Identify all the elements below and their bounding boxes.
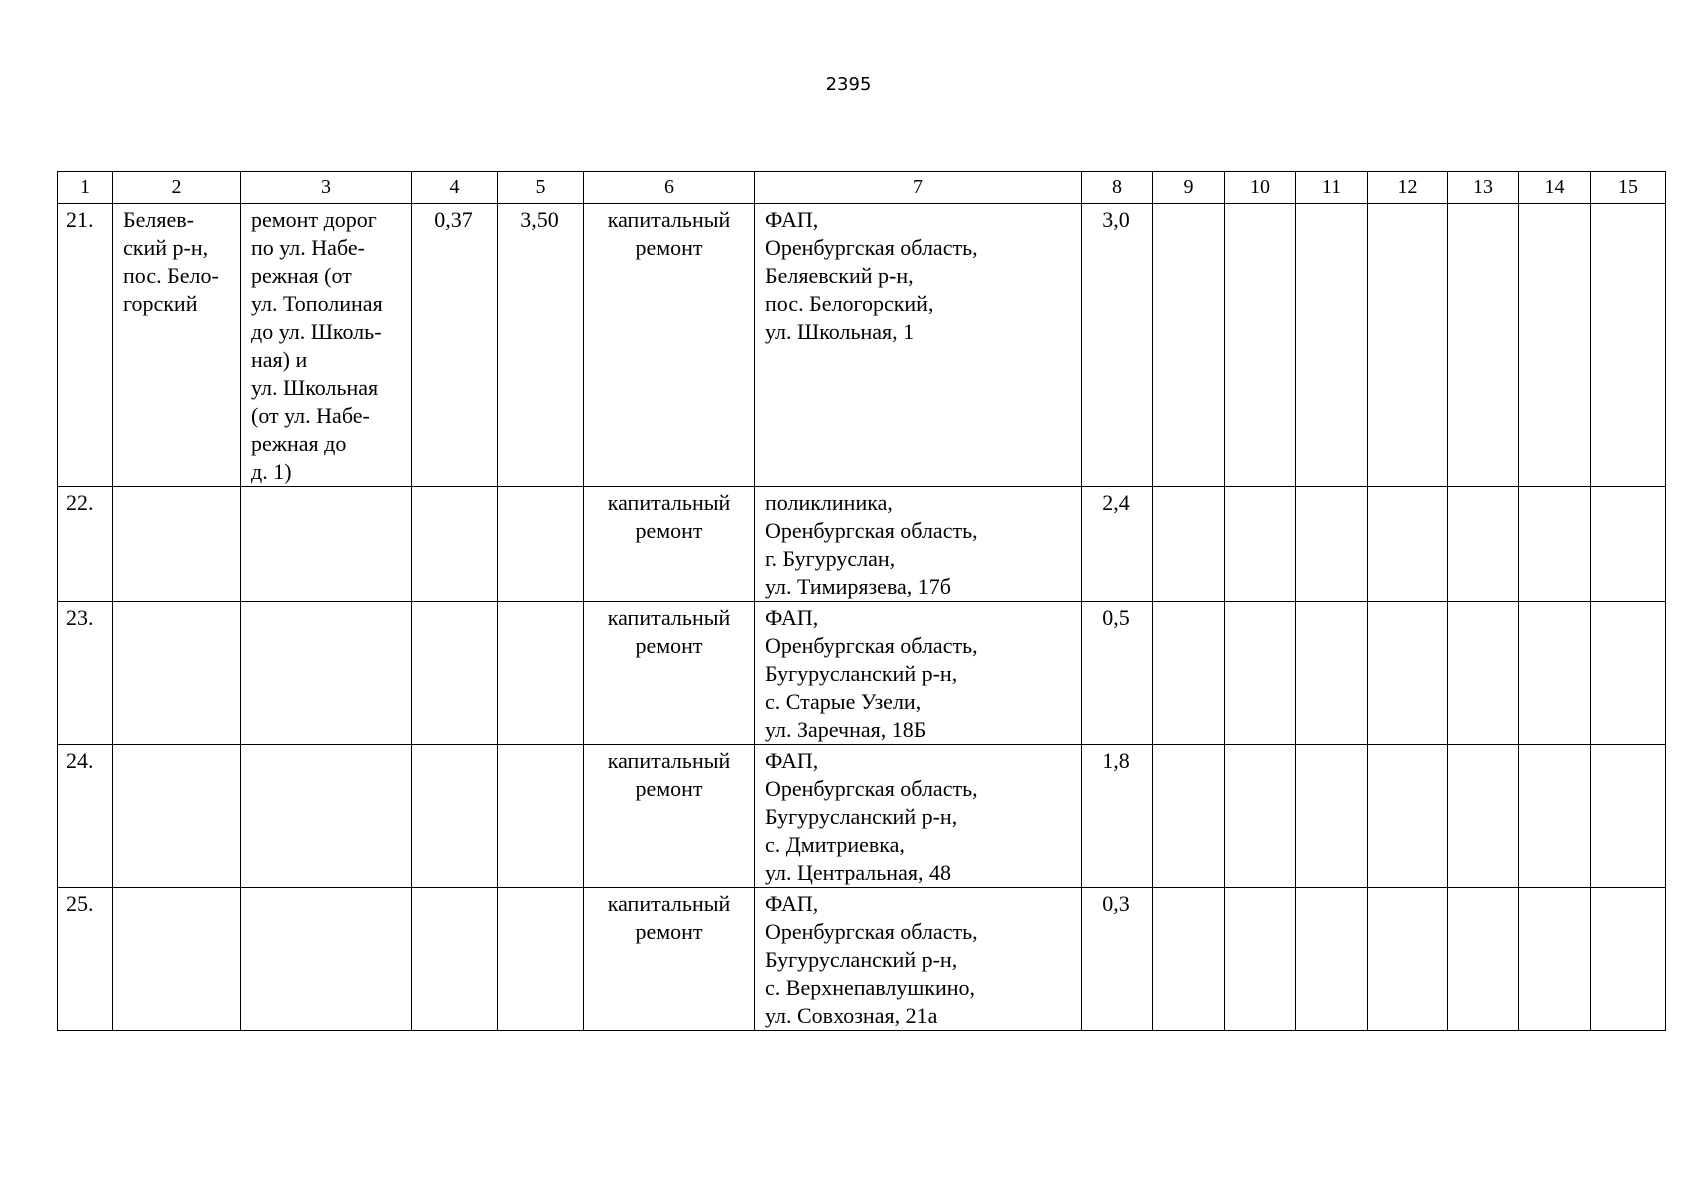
- cell-c10: [1225, 745, 1296, 888]
- cell-line: ул. Тополиная: [251, 291, 383, 316]
- column-header: 13: [1448, 172, 1519, 204]
- cell-c8: 0,3: [1082, 888, 1153, 1031]
- cell-line: Оренбургская область,: [765, 633, 978, 658]
- cell-line: капитальный: [607, 748, 731, 773]
- column-header: 9: [1153, 172, 1225, 204]
- cell-c9: [1153, 888, 1225, 1031]
- cell-c5: [498, 745, 584, 888]
- cell-line: (от ул. Набе-: [251, 403, 370, 428]
- cell-line: Оренбургская область,: [765, 919, 978, 944]
- cell-line: ремонт: [635, 919, 703, 944]
- cell-line: ремонт: [635, 518, 703, 543]
- column-header: 10: [1225, 172, 1296, 204]
- cell-c7: [755, 487, 1082, 602]
- cell-line: Бугурусланский р-н,: [765, 804, 958, 829]
- cell-c10: [1225, 888, 1296, 1031]
- cell-line: ремонт: [635, 235, 703, 260]
- cell-c6: [584, 888, 755, 1031]
- cell-c10: [1225, 602, 1296, 745]
- cell-line: капитальный: [607, 605, 731, 630]
- cell-c14: [1519, 487, 1591, 602]
- cell-c13: [1448, 888, 1519, 1031]
- cell-c2: [113, 745, 241, 888]
- cell-line: ФАП,: [765, 748, 819, 773]
- cell-c4: [412, 487, 498, 602]
- cell-c11: [1296, 888, 1368, 1031]
- column-header: 2: [113, 172, 241, 204]
- cell-c7: [755, 745, 1082, 888]
- cell-c15: [1591, 602, 1666, 745]
- cell-c13: [1448, 745, 1519, 888]
- cell-c11: [1296, 602, 1368, 745]
- table-row: [58, 204, 1666, 487]
- column-header: 1: [58, 172, 113, 204]
- cell-c9: [1153, 602, 1225, 745]
- cell-line: капитальный: [607, 891, 731, 916]
- cell-c8: 1,8: [1082, 745, 1153, 888]
- cell-line: ФАП,: [765, 207, 819, 232]
- cell-line: ФАП,: [765, 605, 819, 630]
- cell-line: ский р-н,: [123, 235, 209, 260]
- cell-line: Бугурусланский р-н,: [765, 947, 958, 972]
- cell-c13: [1448, 487, 1519, 602]
- cell-line: Беляевский р-н,: [765, 263, 914, 288]
- cell-line: ул. Тимирязева, 17б: [765, 574, 952, 599]
- cell-c2: [113, 204, 241, 487]
- cell-line: режная (от: [251, 263, 352, 288]
- cell-c4: [412, 888, 498, 1031]
- cell-c15: [1591, 888, 1666, 1031]
- cell-line: Оренбургская область,: [765, 235, 978, 260]
- cell-line: ул. Заречная, 18Б: [765, 717, 927, 742]
- cell-c3: [241, 745, 412, 888]
- cell-line: пос. Бело-: [123, 263, 219, 288]
- cell-line: с. Верхнепавлушкино,: [765, 975, 976, 1000]
- cell-c14: [1519, 204, 1591, 487]
- cell-c12: [1368, 888, 1448, 1031]
- cell-c5: [498, 487, 584, 602]
- cell-c7: [755, 888, 1082, 1031]
- cell-c11: [1296, 487, 1368, 602]
- cell-c8: 0,5: [1082, 602, 1153, 745]
- cell-c14: [1519, 888, 1591, 1031]
- cell-c10: [1225, 487, 1296, 602]
- column-header: 5: [498, 172, 584, 204]
- data-table: [57, 171, 1666, 1031]
- cell-line: ремонт дорог: [251, 207, 377, 232]
- cell-c11: [1296, 204, 1368, 487]
- cell-c9: [1153, 745, 1225, 888]
- cell-c3: [241, 602, 412, 745]
- cell-c12: [1368, 745, 1448, 888]
- cell-line: по ул. Набе-: [251, 235, 365, 260]
- cell-line: с. Дмитриевка,: [765, 832, 905, 857]
- cell-line: режная до: [251, 431, 347, 456]
- column-header: 3: [241, 172, 412, 204]
- cell-c6: [584, 487, 755, 602]
- cell-c13: [1448, 602, 1519, 745]
- cell-line: ная) и: [251, 347, 308, 372]
- cell-c9: [1153, 487, 1225, 602]
- column-header: 14: [1519, 172, 1591, 204]
- cell-c6: [584, 204, 755, 487]
- cell-c12: [1368, 602, 1448, 745]
- cell-c7: [755, 204, 1082, 487]
- cell-line: ремонт: [635, 633, 703, 658]
- cell-line: горский: [123, 291, 198, 316]
- cell-c5: [498, 602, 584, 745]
- cell-line: ул. Центральная, 48: [765, 860, 951, 885]
- cell-c12: [1368, 487, 1448, 602]
- cell-n: 23.: [58, 602, 113, 745]
- cell-line: д. 1): [251, 459, 292, 484]
- cell-line: ФАП,: [765, 891, 819, 916]
- cell-c4: 0,37: [412, 204, 498, 487]
- cell-c5: 3,50: [498, 204, 584, 487]
- cell-line: с. Старые Узели,: [765, 689, 922, 714]
- cell-c6: [584, 745, 755, 888]
- cell-c12: [1368, 204, 1448, 487]
- column-header: 15: [1591, 172, 1666, 204]
- cell-line: капитальный: [607, 490, 731, 515]
- cell-line: Оренбургская область,: [765, 518, 978, 543]
- cell-line: ул. Школьная: [251, 375, 379, 400]
- cell-c2: [113, 888, 241, 1031]
- cell-c7: [755, 602, 1082, 745]
- cell-c15: [1591, 487, 1666, 602]
- table-header-row: [58, 172, 1666, 204]
- cell-c4: [412, 602, 498, 745]
- table-row: [58, 888, 1666, 1031]
- cell-line: г. Бугуруслан,: [765, 546, 896, 571]
- column-header: 4: [412, 172, 498, 204]
- cell-c9: [1153, 204, 1225, 487]
- cell-c3: [241, 487, 412, 602]
- cell-c14: [1519, 602, 1591, 745]
- cell-c3: [241, 888, 412, 1031]
- cell-c8: 2,4: [1082, 487, 1153, 602]
- cell-c15: [1591, 204, 1666, 487]
- cell-line: Оренбургская область,: [765, 776, 978, 801]
- cell-line: пос. Белогорский,: [765, 291, 934, 316]
- table-row: [58, 602, 1666, 745]
- cell-n: 24.: [58, 745, 113, 888]
- table-row: [58, 487, 1666, 602]
- cell-c4: [412, 745, 498, 888]
- cell-c11: [1296, 745, 1368, 888]
- cell-line: ремонт: [635, 776, 703, 801]
- cell-c13: [1448, 204, 1519, 487]
- cell-line: капитальный: [607, 207, 731, 232]
- column-header: 7: [755, 172, 1082, 204]
- cell-c8: 3,0: [1082, 204, 1153, 487]
- cell-n: 25.: [58, 888, 113, 1031]
- cell-c6: [584, 602, 755, 745]
- cell-line: Бугурусланский р-н,: [765, 661, 958, 686]
- cell-line: Беляев-: [123, 207, 194, 232]
- cell-c10: [1225, 204, 1296, 487]
- cell-line: ул. Школьная, 1: [765, 319, 915, 344]
- column-header: 12: [1368, 172, 1448, 204]
- cell-n: 22.: [58, 487, 113, 602]
- cell-c2: [113, 487, 241, 602]
- cell-n: 21.: [58, 204, 113, 487]
- cell-c2: [113, 602, 241, 745]
- cell-c3: [241, 204, 412, 487]
- table-row: [58, 745, 1666, 888]
- cell-line: до ул. Школь-: [251, 319, 382, 344]
- column-header: 8: [1082, 172, 1153, 204]
- cell-c15: [1591, 745, 1666, 888]
- page-number: 2395: [825, 74, 872, 95]
- cell-line: ул. Совхозная, 21а: [765, 1003, 938, 1028]
- column-header: 11: [1296, 172, 1368, 204]
- cell-c5: [498, 888, 584, 1031]
- column-header: 6: [584, 172, 755, 204]
- cell-c14: [1519, 745, 1591, 888]
- cell-line: поликлиника,: [765, 490, 893, 515]
